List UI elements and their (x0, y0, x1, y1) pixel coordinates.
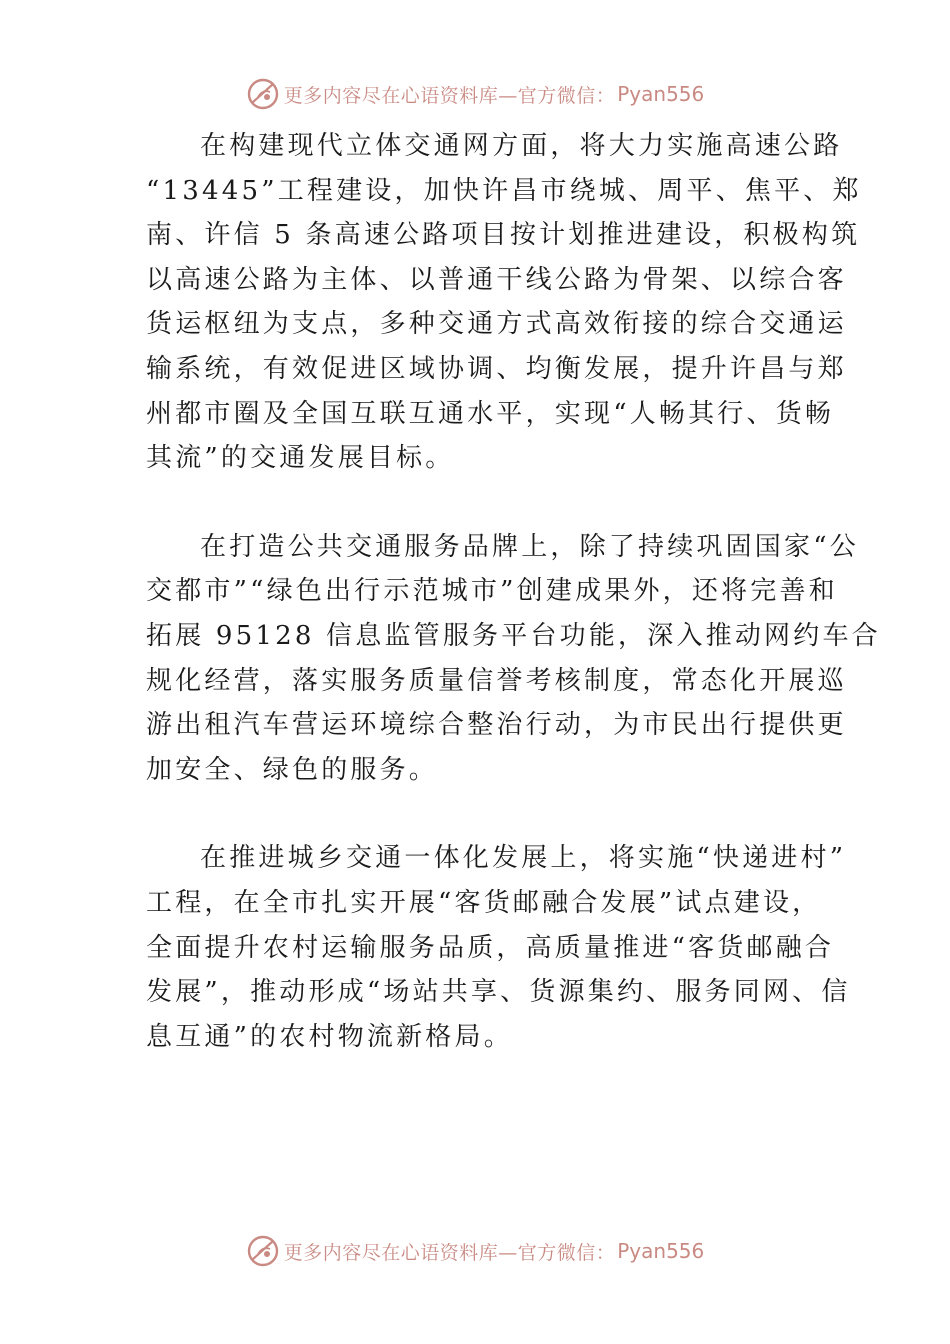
brand-logo-icon (246, 77, 280, 111)
header-banner (0, 74, 950, 114)
text-line: 货运枢纽为支点，多种交通方式高效衔接的综合交通运 (146, 309, 847, 340)
text-line: 息互通”的农村物流新格局。 (146, 1021, 513, 1052)
paragraph-2 (146, 525, 881, 793)
paragraph-1 (146, 124, 862, 481)
text-line: 在打造公共交通服务品牌上，除了持续巩固国家“公 (200, 531, 859, 562)
text-line: 其流”的交通发展目标。 (146, 443, 455, 474)
header-banner-handle: Pyan556 (617, 82, 705, 106)
text-line: 交都市”“绿色出行示范城市”创建成果外，还将完善和 (146, 576, 838, 607)
text-line: 加安全、绿色的服务。 (146, 754, 439, 785)
footer-banner-handle: Pyan556 (617, 1239, 705, 1263)
brand-logo-icon (246, 1234, 280, 1268)
paragraph-3 (146, 836, 851, 1059)
text-line: 游出租汽车营运环境综合整治行动，为市民出行提供更 (146, 710, 847, 741)
text-line: 输系统，有效促进区域协调、均衡发展，提升许昌与郑 (146, 353, 847, 384)
text-line: 在推进城乡交通一体化发展上，将实施“快递进村” (200, 843, 847, 874)
document-body (146, 124, 881, 1103)
text-line: 以高速公路为主体、以普通干线公路为骨架、以综合客 (146, 264, 847, 295)
text-line: “13445”工程建设，加快许昌市绕城、周平、焦平、郑 (146, 175, 862, 206)
text-line: 在构建现代立体交通网方面，将大力实施高速公路 (200, 131, 843, 161)
text-line: 发展”，推动形成“场站共享、货源集约、服务同网、信 (146, 977, 851, 1008)
text-line: 工程，在全市扎实开展“客货邮融合发展”试点建设， (146, 887, 822, 918)
footer-banner-text: 更多内容尽在心语资料库—官方微信： (283, 1241, 616, 1264)
text-line: 州都市圈及全国互联互通水平，实现“人畅其行、货畅 (146, 398, 835, 429)
text-line: 规化经营，落实服务质量信誉考核制度，常态化开展巡 (146, 665, 847, 696)
text-line: 拓展 95128 信息监管服务平台功能，深入推动网约车合 (146, 620, 881, 651)
footer-banner (0, 1231, 950, 1271)
text-line: 南、许信 5 条高速公路项目按计划推进建设，积极构筑 (146, 220, 861, 251)
text-line: 全面提升农村运输服务品质，高质量推进“客货邮融合 (146, 932, 835, 963)
header-banner-text: 更多内容尽在心语资料库—官方微信： (283, 84, 616, 107)
